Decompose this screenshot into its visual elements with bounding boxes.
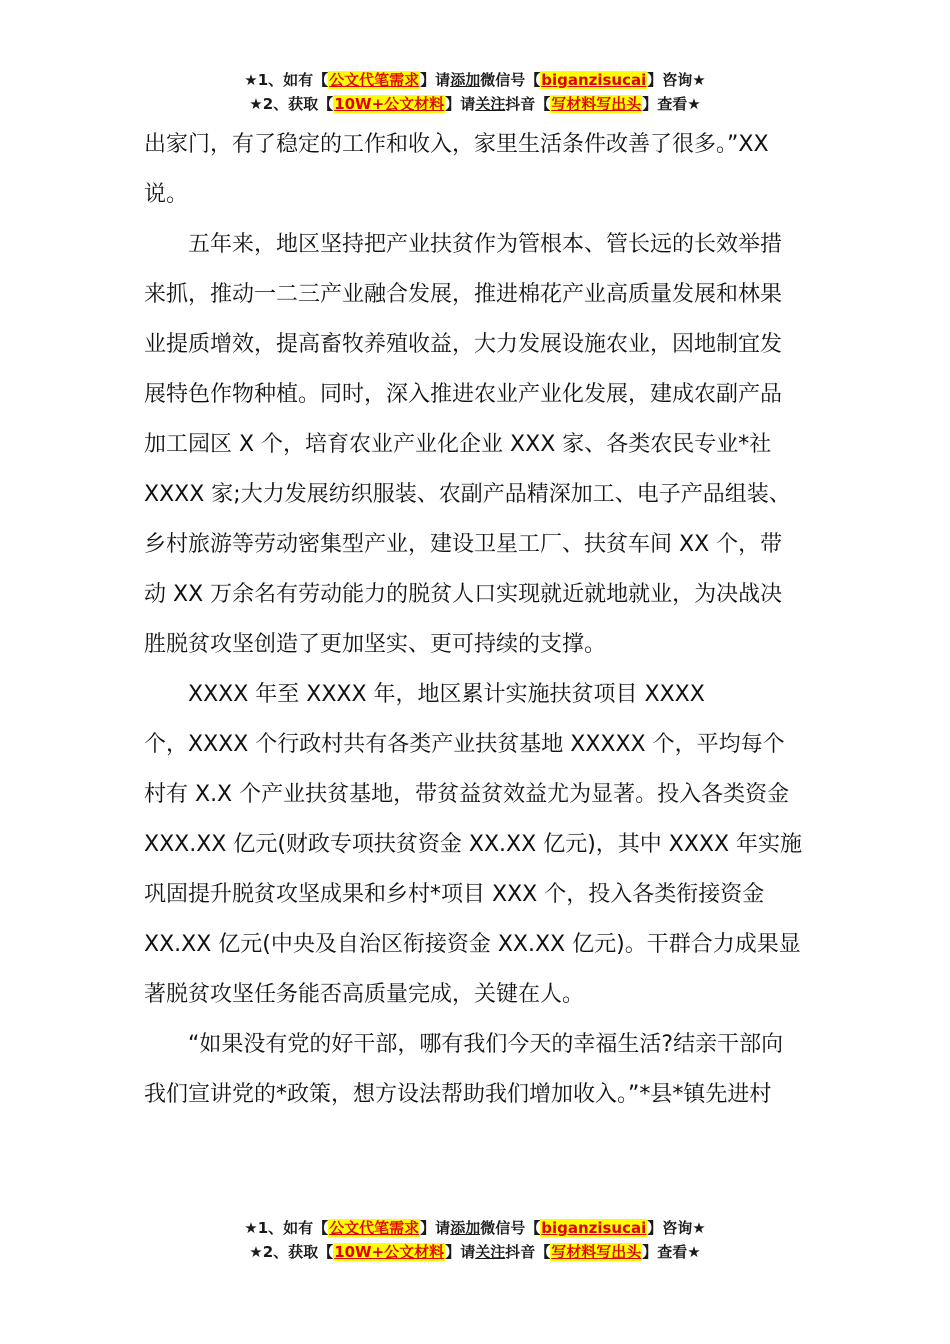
banner-line-2 [0,92,950,116]
paragraph-start: XXXX 年至 XXXX 年，地区累计实施扶贫项目 XXXX [188,682,705,707]
banner-1-mid1: 】请 [420,71,451,89]
document-body [144,120,809,1120]
body-line: 来抓，推动一二三产业融合发展，推进棉花产业高质量发展和林果 [144,282,783,307]
body-line: XX.XX 亿元(中央及自治区衔接资金 XX.XX 亿元)。干群合力成果显 [144,932,801,957]
footer-1-highlight-wechat: biganzisucai [541,1219,647,1237]
banner-2-highlight-douyin: 写材料写出头 [551,95,642,113]
body-line: 展特色作物种植。同时，深入推进农业产业化发展，建成农副产品 [144,382,783,407]
banner-2-suffix: 】查看★ [642,95,701,113]
footer-1-suffix: 】咨询★ [647,1219,706,1237]
footer-2-highlight-materials: 10W+公文材料 [334,1243,445,1261]
footer-2-highlight-douyin: 写材料写出头 [551,1243,642,1261]
banner-1-mid2: 微信号【 [480,71,541,89]
body-line: 个，XXXX 个行政村共有各类产业扶贫基地 XXXXX 个，平均每个 [144,732,785,757]
body-line: XXX.XX 亿元(财政专项扶贫资金 XX.XX 亿元)，其中 XXXX 年实施 [144,832,803,857]
body-line: 乡村旅游等劳动密集型产业，建设卫星工厂、扶贫车间 XX 个，带 [144,532,783,557]
banner-1-emph: 添加 [450,71,481,89]
footer-2-emph: 关注 [475,1243,506,1261]
footer-2-mid2: 抖音【 [505,1243,551,1261]
footer-1-emph: 添加 [450,1219,481,1237]
footer-2-mid1: 】请 [445,1243,476,1261]
footer-1-mid1: 】请 [420,1219,451,1237]
banner-1-prefix: ★1、如有【 [244,71,329,89]
body-line: 加工园区 X 个，培育农业产业化企业 XXX 家、各类农民专业*社 [144,432,772,457]
body-line: 我们宣讲党的*政策，想方设法帮助我们增加收入。”*县*镇先进村 [144,1082,772,1107]
footer-1-mid2: 微信号【 [480,1219,541,1237]
footer-banner [0,1216,950,1264]
footer-1-highlight-service: 公文代笔需求 [329,1219,420,1237]
paragraph-start: “如果没有党的好干部，哪有我们今天的幸福生活?结亲干部向 [188,1032,784,1057]
body-line: 著脱贫攻坚任务能否高质量完成，关键在人。 [144,982,585,1007]
footer-banner-line-1 [0,1216,950,1240]
body-line: 说。 [144,182,189,207]
banner-2-mid2: 抖音【 [505,95,551,113]
body-line: 胜脱贫攻坚创造了更加坚实、更可持续的支撑。 [144,632,607,657]
footer-2-suffix: 】查看★ [642,1243,701,1261]
paragraph-start: 五年来，地区坚持把产业扶贫作为管根本、管长远的长效举措 [188,232,783,257]
banner-2-mid1: 】请 [445,95,476,113]
header-banner [0,68,950,116]
body-line: 动 XX 万余名有劳动能力的脱贫人口实现就近就地就业，为决战决 [144,582,783,607]
body-line: 出家门，有了稳定的工作和收入，家里生活条件改善了很多。”XX [144,132,769,157]
body-line: XXXX 家;大力发展纺织服装、农副产品精深加工、电子产品组装、 [144,482,791,507]
banner-1-highlight-service: 公文代笔需求 [329,71,420,89]
footer-banner-line-2 [0,1240,950,1264]
body-line: 业提质增效，提高畜牧养殖收益，大力发展设施农业，因地制宜发 [144,332,783,357]
banner-line-1 [0,68,950,92]
footer-1-prefix: ★1、如有【 [244,1219,329,1237]
footer-2-prefix: ★2、获取【 [249,1243,334,1261]
banner-1-highlight-wechat: biganzisucai [541,71,647,89]
banner-2-highlight-materials: 10W+公文材料 [334,95,445,113]
body-line: 村有 X.X 个产业扶贫基地，带贫益贫效益尤为显著。投入各类资金 [144,782,790,807]
body-line: 巩固提升脱贫攻坚成果和乡村*项目 XXX 个，投入各类衔接资金 [144,882,765,907]
banner-2-prefix: ★2、获取【 [249,95,334,113]
banner-1-suffix: 】咨询★ [647,71,706,89]
banner-2-emph: 关注 [475,95,506,113]
